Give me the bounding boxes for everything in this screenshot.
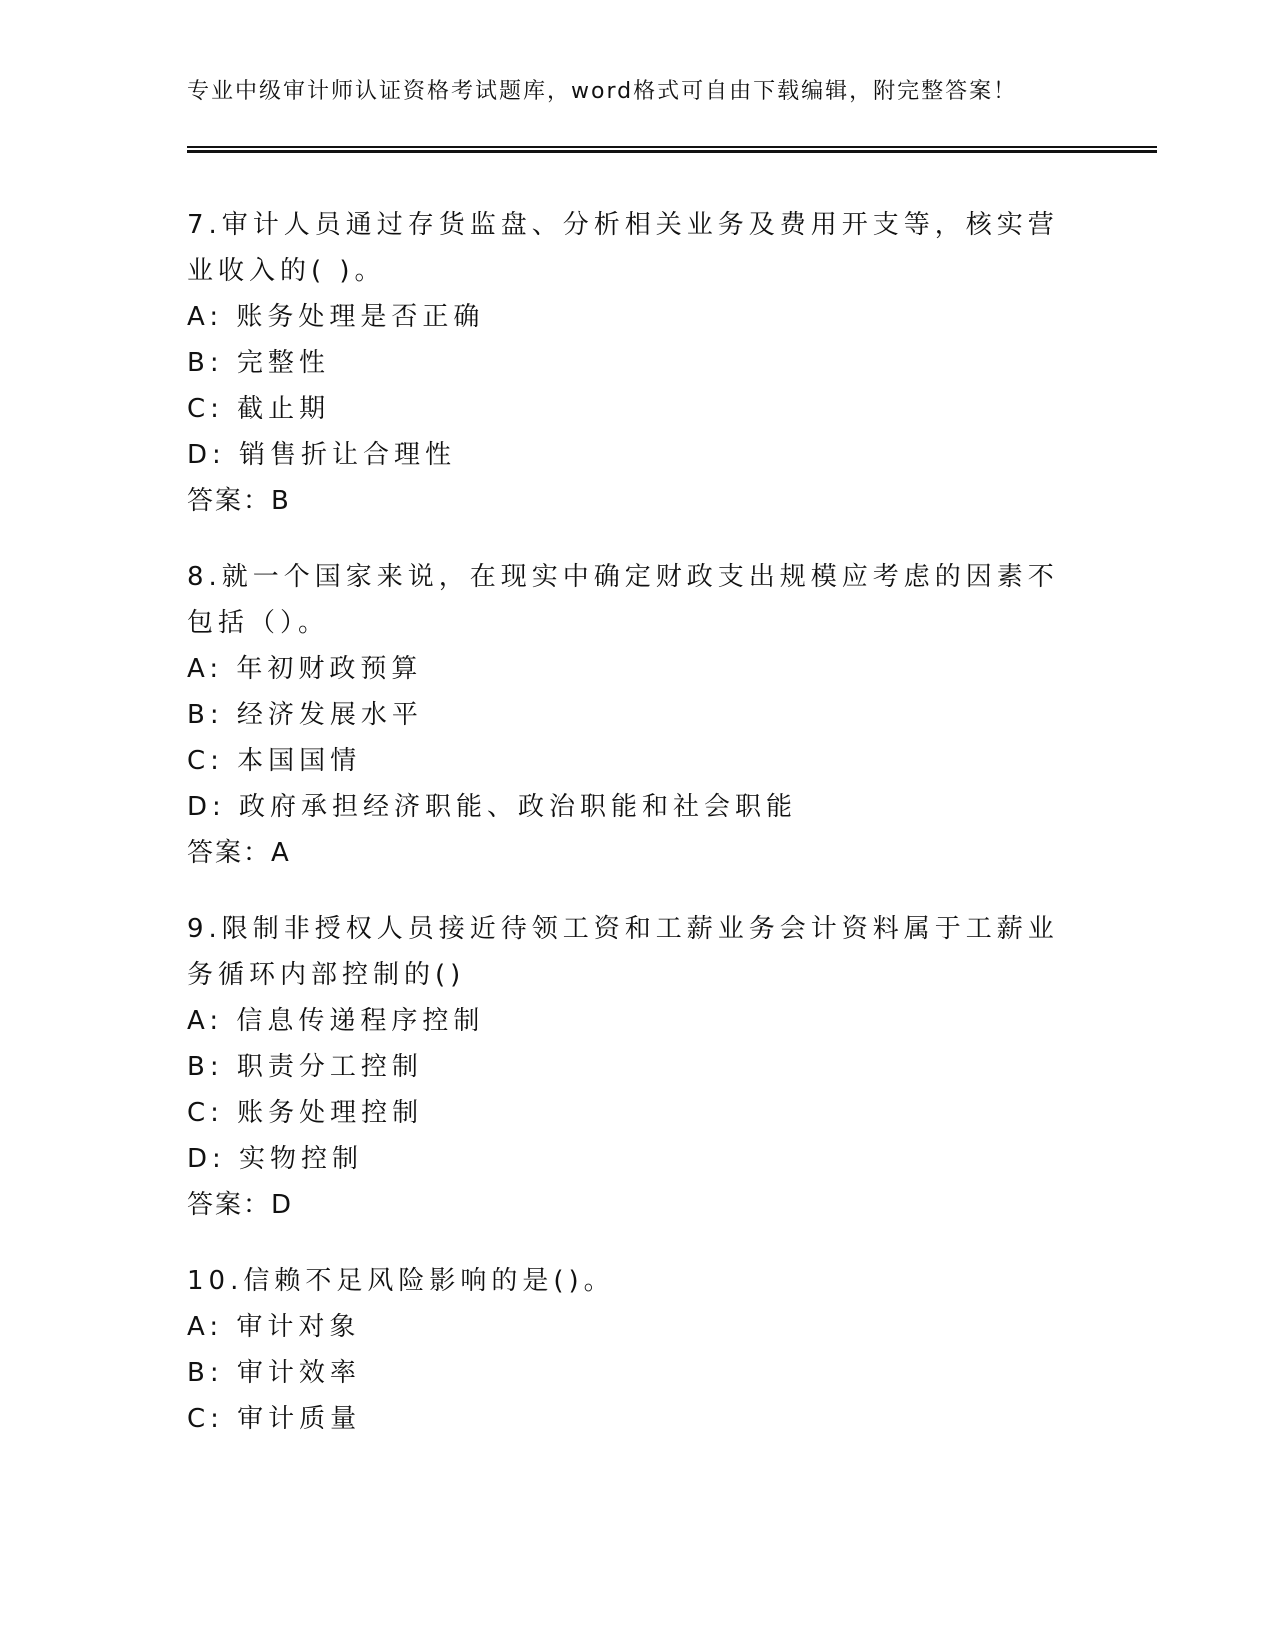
question-stem: 9.限制非授权人员接近待领工资和工薪业务会计资料属于工薪业务循环内部控制的() xyxy=(187,914,1059,990)
header-divider xyxy=(187,146,1157,148)
question-stem: 10.信赖不足风险影响的是()。 xyxy=(187,1266,615,1296)
option-c: C: 截止期 xyxy=(187,394,331,424)
answer: 答案：A xyxy=(187,838,291,868)
answer: 答案：B xyxy=(187,486,291,516)
option-d: D: 销售折让合理性 xyxy=(187,440,457,470)
page-header: 专业中级审计师认证资格考试题库，word格式可自由下载编辑，附完整答案！ xyxy=(187,79,1018,104)
option-c: C: 本国国情 xyxy=(187,746,362,776)
option-b: B: 职责分工控制 xyxy=(187,1052,423,1082)
option-d: D: 实物控制 xyxy=(187,1144,364,1174)
option-d: D: 政府承担经济职能、政治职能和社会职能 xyxy=(187,792,798,822)
question-stem: 8.就一个国家来说，在现实中确定财政支出规模应考虑的因素不包括（）。 xyxy=(187,562,1059,638)
question-list xyxy=(187,202,1077,1472)
option-c: C: 账务处理控制 xyxy=(187,1098,424,1128)
option-a: A: 审计对象 xyxy=(187,1312,361,1342)
option-b: B: 审计效率 xyxy=(187,1358,361,1388)
option-a: A: 年初财政预算 xyxy=(187,654,423,684)
question-stem: 7.审计人员通过存货监盘、分析相关业务及费用开支等，核实营业收入的( )。 xyxy=(187,210,1059,286)
option-b: B: 完整性 xyxy=(187,348,330,378)
question-10 xyxy=(187,1258,1077,1442)
option-b: B: 经济发展水平 xyxy=(187,700,423,730)
answer: 答案：D xyxy=(187,1190,294,1220)
header-divider-thick xyxy=(187,150,1157,153)
question-9 xyxy=(187,906,1077,1228)
question-8 xyxy=(187,554,1077,876)
option-a: A: 信息传递程序控制 xyxy=(187,1006,485,1036)
option-c: C: 审计质量 xyxy=(187,1404,362,1434)
question-7 xyxy=(187,202,1077,524)
option-a: A: 账务处理是否正确 xyxy=(187,302,485,332)
